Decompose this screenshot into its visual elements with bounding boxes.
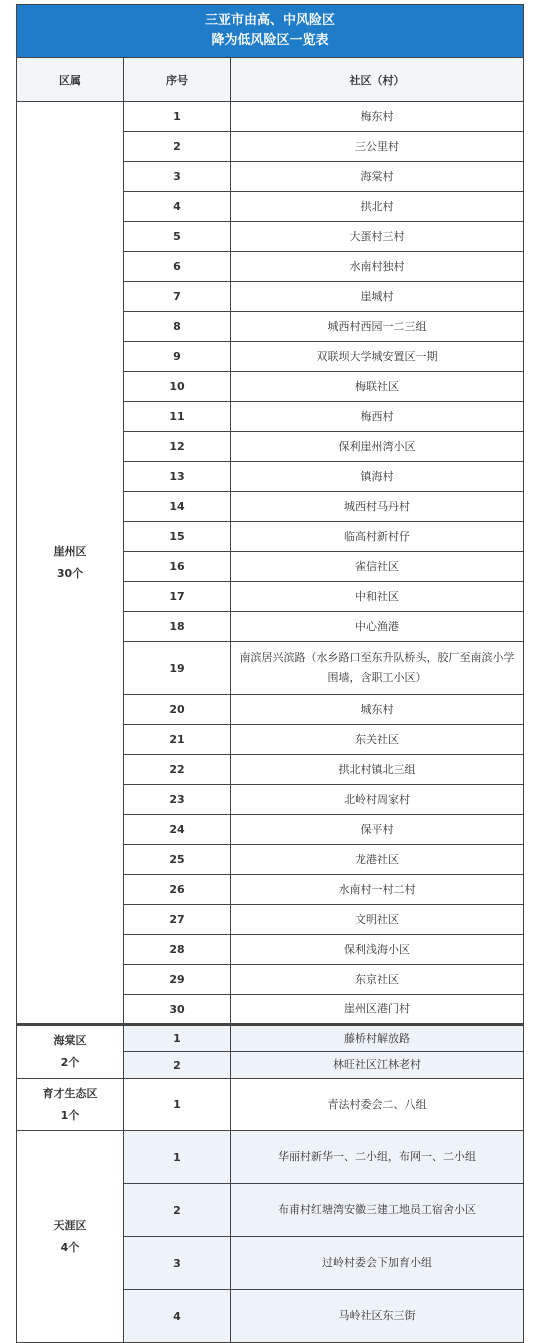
community-name: 城西村马丹村 xyxy=(231,492,524,522)
community-name: 马岭社区东三街 xyxy=(231,1290,524,1343)
community-name: 梅东村 xyxy=(231,102,524,132)
row-number: 11 xyxy=(124,402,231,432)
community-name: 青法村委会二、八组 xyxy=(231,1079,524,1131)
risk-area-table xyxy=(16,4,524,1343)
row-number: 16 xyxy=(124,552,231,582)
district-name: 育才生态区 xyxy=(42,1086,98,1100)
header-community: 社区（村） xyxy=(231,58,524,102)
row-number: 28 xyxy=(124,935,231,965)
row-number: 1 xyxy=(124,1025,231,1052)
table-row xyxy=(17,1131,524,1184)
district-count: 2个 xyxy=(60,1056,80,1069)
row-number: 24 xyxy=(124,815,231,845)
row-number: 13 xyxy=(124,462,231,492)
community-name: 中和社区 xyxy=(231,582,524,612)
table-row xyxy=(17,1025,524,1052)
row-number: 21 xyxy=(124,725,231,755)
row-number: 7 xyxy=(124,282,231,312)
community-name: 保利浅海小区 xyxy=(231,935,524,965)
district-name: 天涯区 xyxy=(53,1218,87,1232)
table-title-line1: 三亚市由高、中风险区 xyxy=(205,13,336,28)
row-number: 4 xyxy=(124,192,231,222)
community-name: 镇海村 xyxy=(231,462,524,492)
row-number: 29 xyxy=(124,965,231,995)
community-name: 大蛋村三村 xyxy=(231,222,524,252)
community-name: 海棠村 xyxy=(231,162,524,192)
table-title-row xyxy=(17,5,524,58)
community-name: 水南村独村 xyxy=(231,252,524,282)
row-number: 14 xyxy=(124,492,231,522)
community-name: 拱北村 xyxy=(231,192,524,222)
community-name: 双联坝大学城安置区一期 xyxy=(231,342,524,372)
table-row xyxy=(17,102,524,132)
row-number: 8 xyxy=(124,312,231,342)
header-district: 区属 xyxy=(17,58,124,102)
community-name: 藤桥村解放路 xyxy=(231,1025,524,1052)
community-name: 雀信社区 xyxy=(231,552,524,582)
district-cell xyxy=(17,1025,124,1079)
community-name: 布甫村红塘湾安徽三建工地员工宿舍小区 xyxy=(231,1184,524,1237)
row-number: 5 xyxy=(124,222,231,252)
row-number: 3 xyxy=(124,162,231,192)
community-name: 临高村新村仔 xyxy=(231,522,524,552)
row-number: 25 xyxy=(124,845,231,875)
header-number: 序号 xyxy=(124,58,231,102)
community-name: 东关社区 xyxy=(231,725,524,755)
community-name: 水南村一村二村 xyxy=(231,875,524,905)
row-number: 2 xyxy=(124,132,231,162)
community-name: 崖州区港门村 xyxy=(231,995,524,1025)
community-name: 文明社区 xyxy=(231,905,524,935)
district-count: 1个 xyxy=(60,1108,80,1122)
row-number: 15 xyxy=(124,522,231,552)
row-number: 18 xyxy=(124,612,231,642)
community-name: 保平村 xyxy=(231,815,524,845)
community-name: 中心渔港 xyxy=(231,612,524,642)
row-number: 1 xyxy=(124,1131,231,1184)
district-cell xyxy=(17,1079,124,1131)
community-name: 南滨居兴滨路（水乡路口至东升队桥头，胶厂至南滨小学围墙，含职工小区） xyxy=(231,642,524,695)
row-number: 2 xyxy=(124,1052,231,1079)
row-number: 10 xyxy=(124,372,231,402)
row-number: 1 xyxy=(124,102,231,132)
row-number: 19 xyxy=(124,642,231,695)
row-number: 27 xyxy=(124,905,231,935)
table-header-row xyxy=(17,58,524,102)
community-name: 拱北村镇北三组 xyxy=(231,755,524,785)
district-name: 海棠区 xyxy=(53,1034,87,1047)
table-title xyxy=(17,5,524,58)
community-name: 过岭村委会下加育小组 xyxy=(231,1237,524,1290)
row-number: 30 xyxy=(124,995,231,1025)
row-number: 9 xyxy=(124,342,231,372)
table-title-line2: 降为低风险区一览表 xyxy=(211,33,329,48)
community-name: 城东村 xyxy=(231,695,524,725)
row-number: 26 xyxy=(124,875,231,905)
row-number: 3 xyxy=(124,1237,231,1290)
table-row xyxy=(17,1079,524,1131)
row-number: 23 xyxy=(124,785,231,815)
community-name: 城西村西园一二三组 xyxy=(231,312,524,342)
row-number: 22 xyxy=(124,755,231,785)
row-number: 6 xyxy=(124,252,231,282)
district-name: 崖州区 xyxy=(53,544,87,558)
row-number: 2 xyxy=(124,1184,231,1237)
row-number: 12 xyxy=(124,432,231,462)
row-number: 20 xyxy=(124,695,231,725)
community-name: 东京社区 xyxy=(231,965,524,995)
community-name: 北岭村周家村 xyxy=(231,785,524,815)
community-name: 崖城村 xyxy=(231,282,524,312)
row-number: 1 xyxy=(124,1079,231,1131)
community-name: 林旺社区江林老村 xyxy=(231,1052,524,1079)
row-number: 4 xyxy=(124,1290,231,1343)
district-cell xyxy=(17,1131,124,1343)
row-number: 17 xyxy=(124,582,231,612)
district-cell xyxy=(17,102,124,1025)
community-name: 三公里村 xyxy=(231,132,524,162)
district-count: 4个 xyxy=(60,1240,80,1254)
community-name: 龙港社区 xyxy=(231,845,524,875)
district-count: 30个 xyxy=(56,566,84,580)
community-name: 华丽村新华一、二小组，布网一、二小组 xyxy=(231,1131,524,1184)
community-name: 保利崖州湾小区 xyxy=(231,432,524,462)
community-name: 梅西村 xyxy=(231,402,524,432)
community-name: 梅联社区 xyxy=(231,372,524,402)
